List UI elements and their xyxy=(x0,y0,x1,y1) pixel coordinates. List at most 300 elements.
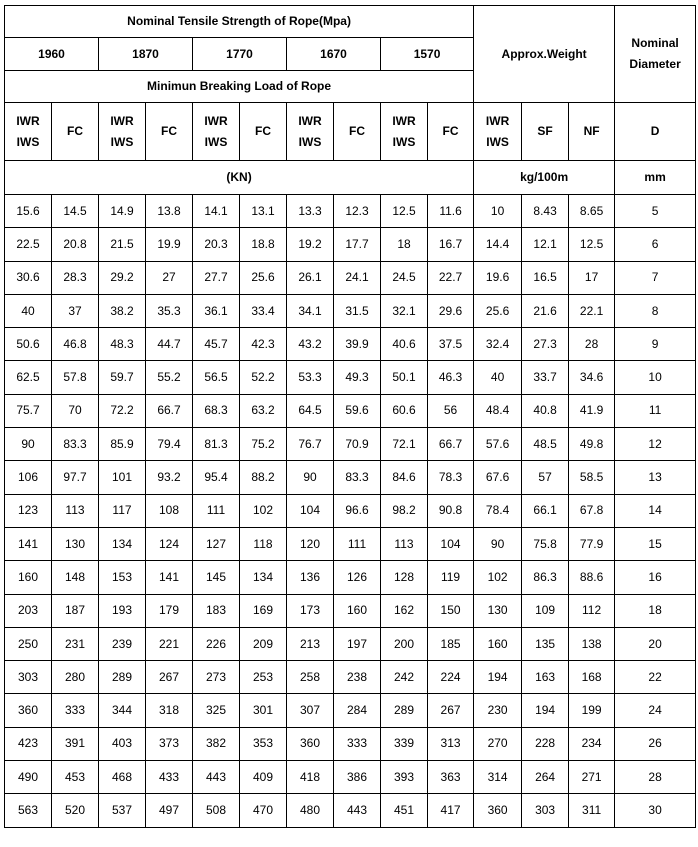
table-cell: 102 xyxy=(240,494,287,527)
table-cell: 162 xyxy=(381,594,428,627)
table-cell: 12.5 xyxy=(381,195,428,228)
table-cell: 33.7 xyxy=(522,361,569,394)
table-cell: 11 xyxy=(615,394,696,427)
table-cell: 391 xyxy=(52,727,99,760)
table-cell: 14.4 xyxy=(474,228,522,261)
table-cell: 40.8 xyxy=(522,394,569,427)
table-cell: 75.2 xyxy=(240,428,287,461)
table-row xyxy=(5,627,696,660)
table-cell: 46.3 xyxy=(428,361,474,394)
strength-1870: 1870 xyxy=(99,38,193,71)
table-cell: 563 xyxy=(5,794,52,827)
table-cell: 13.1 xyxy=(240,195,287,228)
table-cell: 29.2 xyxy=(99,261,146,294)
table-cell: 60.6 xyxy=(381,394,428,427)
table-cell: 27 xyxy=(146,261,193,294)
type-fc: FC xyxy=(240,103,287,161)
table-cell: 194 xyxy=(522,694,569,727)
table-cell: 37 xyxy=(52,294,99,327)
table-cell: 8.65 xyxy=(569,195,615,228)
table-row xyxy=(5,494,696,527)
table-cell: 18 xyxy=(381,228,428,261)
table-cell: 360 xyxy=(5,694,52,727)
table-cell: 18.8 xyxy=(240,228,287,261)
table-row xyxy=(5,461,696,494)
unit-weight: kg/100m xyxy=(474,161,615,195)
table-cell: 127 xyxy=(193,527,240,560)
rope-type-row xyxy=(5,103,696,161)
table-cell: 79.4 xyxy=(146,428,193,461)
table-cell: 226 xyxy=(193,627,240,660)
table-cell: 333 xyxy=(334,727,381,760)
table-cell: 24 xyxy=(615,694,696,727)
table-cell: 88.6 xyxy=(569,561,615,594)
table-cell: 145 xyxy=(193,561,240,594)
table-cell: 363 xyxy=(428,761,474,794)
table-cell: 72.1 xyxy=(381,428,428,461)
nominal-tensile-title: Nominal Tensile Strength of Rope(Mpa) xyxy=(5,6,474,38)
table-cell: 253 xyxy=(240,661,287,694)
table-cell: 17.7 xyxy=(334,228,381,261)
table-cell: 179 xyxy=(146,594,193,627)
table-cell: 21.5 xyxy=(99,228,146,261)
table-cell: 101 xyxy=(99,461,146,494)
table-cell: 50.6 xyxy=(5,328,52,361)
table-cell: 124 xyxy=(146,527,193,560)
table-cell: 46.8 xyxy=(52,328,99,361)
table-cell: 90 xyxy=(5,428,52,461)
table-cell: 57 xyxy=(522,461,569,494)
table-row xyxy=(5,428,696,461)
table-cell: 20.8 xyxy=(52,228,99,261)
type-d: D xyxy=(615,103,696,161)
table-cell: 43.2 xyxy=(287,328,334,361)
table-cell: 19.9 xyxy=(146,228,193,261)
table-cell: 36.1 xyxy=(193,294,240,327)
table-cell: 22 xyxy=(615,661,696,694)
table-cell: 160 xyxy=(5,561,52,594)
table-cell: 10 xyxy=(474,195,522,228)
table-row xyxy=(5,361,696,394)
table-cell: 83.3 xyxy=(52,428,99,461)
table-cell: 111 xyxy=(193,494,240,527)
table-cell: 314 xyxy=(474,761,522,794)
table-cell: 72.2 xyxy=(99,394,146,427)
table-cell: 153 xyxy=(99,561,146,594)
table-cell: 56 xyxy=(428,394,474,427)
table-cell: 134 xyxy=(240,561,287,594)
type-fc: FC xyxy=(52,103,99,161)
table-cell: 325 xyxy=(193,694,240,727)
table-cell: 264 xyxy=(522,761,569,794)
table-cell: 26 xyxy=(615,727,696,760)
table-cell: 409 xyxy=(240,761,287,794)
table-cell: 22.1 xyxy=(569,294,615,327)
table-cell: 56.5 xyxy=(193,361,240,394)
table-cell: 27.3 xyxy=(522,328,569,361)
table-cell: 242 xyxy=(381,661,428,694)
table-row xyxy=(5,228,696,261)
nominal-diameter-line2: Diameter xyxy=(629,57,681,71)
table-cell: 63.2 xyxy=(240,394,287,427)
table-row xyxy=(5,195,696,228)
table-cell: 199 xyxy=(569,694,615,727)
table-row xyxy=(5,794,696,827)
table-cell: 52.2 xyxy=(240,361,287,394)
table-cell: 148 xyxy=(52,561,99,594)
table-cell: 6 xyxy=(615,228,696,261)
table-cell: 59.6 xyxy=(334,394,381,427)
table-row xyxy=(5,394,696,427)
table-cell: 112 xyxy=(569,594,615,627)
type-fc: FC xyxy=(146,103,193,161)
table-cell: 15.6 xyxy=(5,195,52,228)
table-cell: 386 xyxy=(334,761,381,794)
rope-strength-table xyxy=(4,5,696,828)
type-iwr-iws: IWR IWS xyxy=(381,103,428,161)
table-cell: 7 xyxy=(615,261,696,294)
table-cell: 289 xyxy=(99,661,146,694)
table-cell: 66.7 xyxy=(146,394,193,427)
table-cell: 14.9 xyxy=(99,195,146,228)
table-cell: 130 xyxy=(474,594,522,627)
table-cell: 150 xyxy=(428,594,474,627)
table-cell: 12.1 xyxy=(522,228,569,261)
table-cell: 138 xyxy=(569,627,615,660)
table-cell: 373 xyxy=(146,727,193,760)
table-cell: 62.5 xyxy=(5,361,52,394)
table-cell: 141 xyxy=(5,527,52,560)
table-cell: 24.1 xyxy=(334,261,381,294)
table-cell: 67.6 xyxy=(474,461,522,494)
table-cell: 34.6 xyxy=(569,361,615,394)
table-cell: 20.3 xyxy=(193,228,240,261)
table-cell: 303 xyxy=(522,794,569,827)
table-cell: 136 xyxy=(287,561,334,594)
table-cell: 28.3 xyxy=(52,261,99,294)
table-cell: 194 xyxy=(474,661,522,694)
table-cell: 25.6 xyxy=(240,261,287,294)
table-cell: 28 xyxy=(615,761,696,794)
table-cell: 104 xyxy=(428,527,474,560)
table-cell: 333 xyxy=(52,694,99,727)
table-cell: 238 xyxy=(334,661,381,694)
table-cell: 311 xyxy=(569,794,615,827)
table-cell: 13.8 xyxy=(146,195,193,228)
table-cell: 403 xyxy=(99,727,146,760)
table-cell: 14 xyxy=(615,494,696,527)
table-cell: 213 xyxy=(287,627,334,660)
table-cell: 169 xyxy=(240,594,287,627)
table-cell: 490 xyxy=(5,761,52,794)
table-cell: 119 xyxy=(428,561,474,594)
table-cell: 120 xyxy=(287,527,334,560)
type-iwr-iws-weight: IWR IWS xyxy=(474,103,522,161)
table-cell: 20 xyxy=(615,627,696,660)
table-cell: 29.6 xyxy=(428,294,474,327)
table-cell: 77.9 xyxy=(569,527,615,560)
table-cell: 66.7 xyxy=(428,428,474,461)
type-nf: NF xyxy=(569,103,615,161)
table-cell: 48.5 xyxy=(522,428,569,461)
table-cell: 200 xyxy=(381,627,428,660)
table-cell: 44.7 xyxy=(146,328,193,361)
table-cell: 497 xyxy=(146,794,193,827)
table-cell: 96.6 xyxy=(334,494,381,527)
table-cell: 160 xyxy=(334,594,381,627)
table-cell: 209 xyxy=(240,627,287,660)
nominal-diameter-header xyxy=(615,6,696,103)
table-cell: 37.5 xyxy=(428,328,474,361)
table-cell: 443 xyxy=(193,761,240,794)
table-cell: 289 xyxy=(381,694,428,727)
table-cell: 50.1 xyxy=(381,361,428,394)
table-cell: 113 xyxy=(52,494,99,527)
table-cell: 108 xyxy=(146,494,193,527)
table-cell: 42.3 xyxy=(240,328,287,361)
table-cell: 32.4 xyxy=(474,328,522,361)
table-cell: 250 xyxy=(5,627,52,660)
table-cell: 284 xyxy=(334,694,381,727)
table-cell: 58.5 xyxy=(569,461,615,494)
table-cell: 17 xyxy=(569,261,615,294)
table-cell: 470 xyxy=(240,794,287,827)
table-cell: 78.3 xyxy=(428,461,474,494)
table-cell: 270 xyxy=(474,727,522,760)
table-cell: 13.3 xyxy=(287,195,334,228)
table-cell: 90 xyxy=(474,527,522,560)
table-cell: 76.7 xyxy=(287,428,334,461)
strength-1770: 1770 xyxy=(193,38,287,71)
table-cell: 271 xyxy=(569,761,615,794)
table-cell: 70.9 xyxy=(334,428,381,461)
table-cell: 353 xyxy=(240,727,287,760)
approx-weight-header: Approx.Weight xyxy=(474,6,615,103)
table-cell: 98.2 xyxy=(381,494,428,527)
table-cell: 21.6 xyxy=(522,294,569,327)
table-cell: 75.7 xyxy=(5,394,52,427)
table-cell: 231 xyxy=(52,627,99,660)
table-cell: 126 xyxy=(334,561,381,594)
table-cell: 339 xyxy=(381,727,428,760)
table-cell: 537 xyxy=(99,794,146,827)
table-cell: 197 xyxy=(334,627,381,660)
table-cell: 57.8 xyxy=(52,361,99,394)
nominal-diameter-line1: Nominal xyxy=(631,36,679,50)
table-cell: 68.3 xyxy=(193,394,240,427)
table-cell: 508 xyxy=(193,794,240,827)
table-cell: 239 xyxy=(99,627,146,660)
table-cell: 16.7 xyxy=(428,228,474,261)
table-cell: 234 xyxy=(569,727,615,760)
table-cell: 273 xyxy=(193,661,240,694)
table-cell: 39.9 xyxy=(334,328,381,361)
table-cell: 280 xyxy=(52,661,99,694)
table-cell: 30 xyxy=(615,794,696,827)
table-cell: 30.6 xyxy=(5,261,52,294)
unit-kn: (KN) xyxy=(5,161,474,195)
table-cell: 81.3 xyxy=(193,428,240,461)
table-cell: 97.7 xyxy=(52,461,99,494)
table-cell: 67.8 xyxy=(569,494,615,527)
table-cell: 18 xyxy=(615,594,696,627)
table-cell: 38.2 xyxy=(99,294,146,327)
table-cell: 451 xyxy=(381,794,428,827)
table-cell: 40 xyxy=(474,361,522,394)
table-cell: 48.4 xyxy=(474,394,522,427)
table-cell: 360 xyxy=(287,727,334,760)
type-sf: SF xyxy=(522,103,569,161)
table-row xyxy=(5,561,696,594)
table-cell: 141 xyxy=(146,561,193,594)
table-cell: 168 xyxy=(569,661,615,694)
table-row xyxy=(5,761,696,794)
table-cell: 53.3 xyxy=(287,361,334,394)
table-cell: 267 xyxy=(146,661,193,694)
table-cell: 90 xyxy=(287,461,334,494)
table-row xyxy=(5,594,696,627)
strength-1670: 1670 xyxy=(287,38,381,71)
table-cell: 14.1 xyxy=(193,195,240,228)
table-cell: 313 xyxy=(428,727,474,760)
table-cell: 12.5 xyxy=(569,228,615,261)
table-cell: 453 xyxy=(52,761,99,794)
table-cell: 16.5 xyxy=(522,261,569,294)
table-cell: 118 xyxy=(240,527,287,560)
table-cell: 480 xyxy=(287,794,334,827)
table-cell: 40.6 xyxy=(381,328,428,361)
table-cell: 28 xyxy=(569,328,615,361)
table-cell: 393 xyxy=(381,761,428,794)
table-cell: 228 xyxy=(522,727,569,760)
table-cell: 113 xyxy=(381,527,428,560)
table-cell: 57.6 xyxy=(474,428,522,461)
table-cell: 25.6 xyxy=(474,294,522,327)
table-cell: 135 xyxy=(522,627,569,660)
table-cell: 111 xyxy=(334,527,381,560)
table-cell: 84.6 xyxy=(381,461,428,494)
table-cell: 41.9 xyxy=(569,394,615,427)
table-cell: 90.8 xyxy=(428,494,474,527)
table-cell: 344 xyxy=(99,694,146,727)
table-cell: 85.9 xyxy=(99,428,146,461)
table-cell: 15 xyxy=(615,527,696,560)
table-cell: 14.5 xyxy=(52,195,99,228)
table-body xyxy=(5,195,696,828)
table-cell: 11.6 xyxy=(428,195,474,228)
table-cell: 267 xyxy=(428,694,474,727)
table-cell: 64.5 xyxy=(287,394,334,427)
unit-mm: mm xyxy=(615,161,696,195)
table-cell: 95.4 xyxy=(193,461,240,494)
table-cell: 27.7 xyxy=(193,261,240,294)
table-cell: 106 xyxy=(5,461,52,494)
table-cell: 417 xyxy=(428,794,474,827)
table-cell: 35.3 xyxy=(146,294,193,327)
table-cell: 55.2 xyxy=(146,361,193,394)
table-cell: 8.43 xyxy=(522,195,569,228)
table-cell: 117 xyxy=(99,494,146,527)
table-row xyxy=(5,328,696,361)
table-cell: 78.4 xyxy=(474,494,522,527)
table-cell: 163 xyxy=(522,661,569,694)
table-cell: 130 xyxy=(52,527,99,560)
table-cell: 16 xyxy=(615,561,696,594)
table-row xyxy=(5,727,696,760)
table-cell: 185 xyxy=(428,627,474,660)
table-cell: 19.2 xyxy=(287,228,334,261)
table-cell: 12.3 xyxy=(334,195,381,228)
table-cell: 75.8 xyxy=(522,527,569,560)
table-cell: 12 xyxy=(615,428,696,461)
table-row xyxy=(5,694,696,727)
table-cell: 66.1 xyxy=(522,494,569,527)
table-cell: 104 xyxy=(287,494,334,527)
table-cell: 307 xyxy=(287,694,334,727)
type-fc: FC xyxy=(428,103,474,161)
table-cell: 86.3 xyxy=(522,561,569,594)
table-cell: 48.3 xyxy=(99,328,146,361)
table-cell: 123 xyxy=(5,494,52,527)
table-cell: 10 xyxy=(615,361,696,394)
table-cell: 13 xyxy=(615,461,696,494)
type-iwr-iws: IWR IWS xyxy=(193,103,240,161)
table-cell: 360 xyxy=(474,794,522,827)
table-row xyxy=(5,527,696,560)
table-cell: 224 xyxy=(428,661,474,694)
table-cell: 31.5 xyxy=(334,294,381,327)
table-cell: 134 xyxy=(99,527,146,560)
table-cell: 33.4 xyxy=(240,294,287,327)
table-cell: 22.7 xyxy=(428,261,474,294)
table-cell: 318 xyxy=(146,694,193,727)
table-cell: 19.6 xyxy=(474,261,522,294)
table-cell: 34.1 xyxy=(287,294,334,327)
table-cell: 301 xyxy=(240,694,287,727)
table-cell: 433 xyxy=(146,761,193,794)
table-cell: 45.7 xyxy=(193,328,240,361)
table-cell: 221 xyxy=(146,627,193,660)
table-cell: 423 xyxy=(5,727,52,760)
table-cell: 230 xyxy=(474,694,522,727)
table-cell: 183 xyxy=(193,594,240,627)
table-cell: 22.5 xyxy=(5,228,52,261)
table-cell: 70 xyxy=(52,394,99,427)
table-row xyxy=(5,661,696,694)
type-fc: FC xyxy=(334,103,381,161)
table-cell: 258 xyxy=(287,661,334,694)
table-cell: 24.5 xyxy=(381,261,428,294)
strength-1570: 1570 xyxy=(381,38,474,71)
table-cell: 102 xyxy=(474,561,522,594)
table-cell: 49.8 xyxy=(569,428,615,461)
table-cell: 88.2 xyxy=(240,461,287,494)
table-cell: 173 xyxy=(287,594,334,627)
table-row xyxy=(5,294,696,327)
table-cell: 49.3 xyxy=(334,361,381,394)
table-cell: 83.3 xyxy=(334,461,381,494)
table-row xyxy=(5,261,696,294)
min-breaking-load-header: Minimun Breaking Load of Rope xyxy=(5,71,474,103)
table-cell: 40 xyxy=(5,294,52,327)
table-cell: 418 xyxy=(287,761,334,794)
table-cell: 93.2 xyxy=(146,461,193,494)
table-cell: 443 xyxy=(334,794,381,827)
table-cell: 59.7 xyxy=(99,361,146,394)
table-cell: 160 xyxy=(474,627,522,660)
table-cell: 5 xyxy=(615,195,696,228)
table-cell: 303 xyxy=(5,661,52,694)
